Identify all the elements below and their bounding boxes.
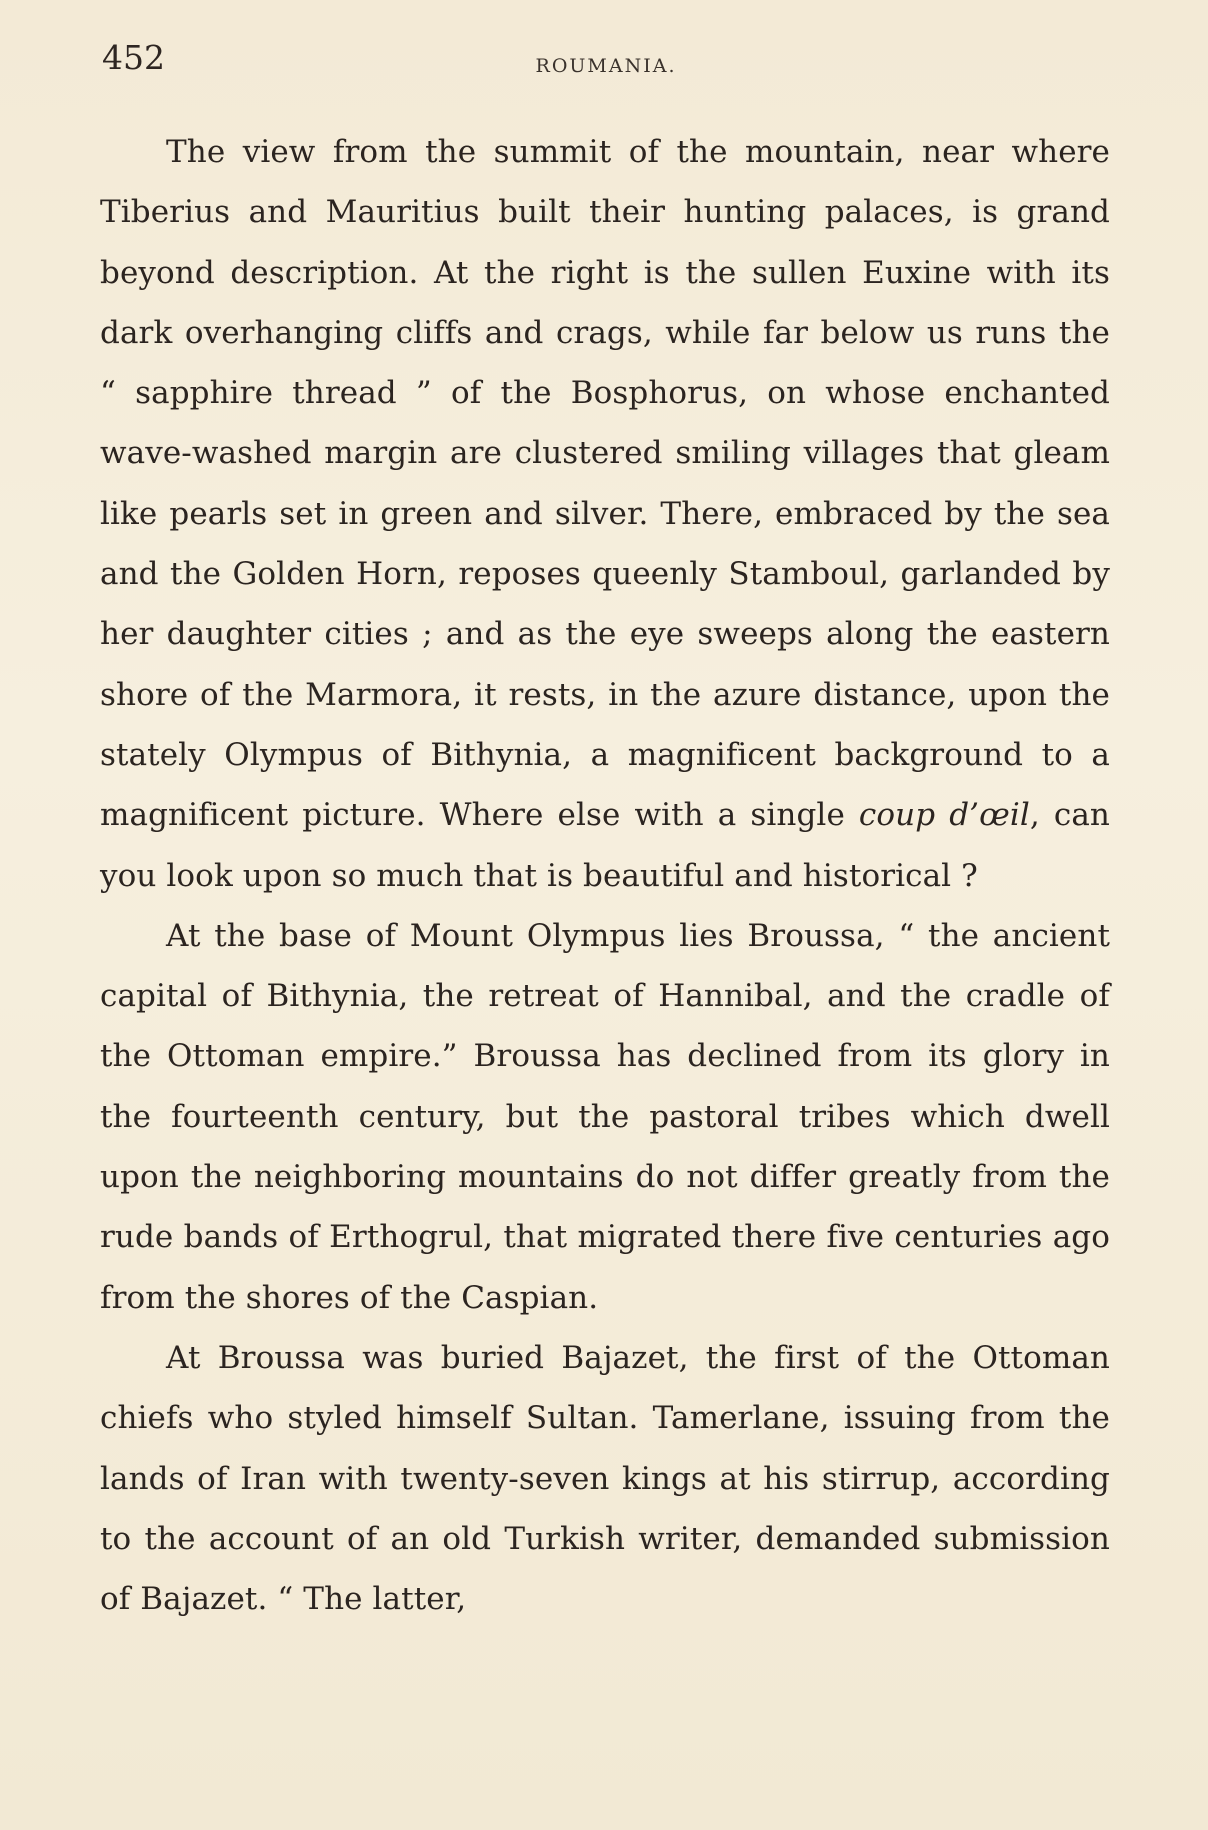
paragraph-1-text-start: The view from the summit of the mountain, near where Tiberius and Mauritius built their hunting palaces, is grand beyond description. At the right is the sullen Euxine with its dark overhanging cliffs and crags, while far below us runs the “ sapphire thread ” of the Bosphorus, on whose enchanted wave-washed margin are clustered smiling villages that gleam like pearls set in green and silver. There, embraced by the sea and the Golden Horn, reposes queenly Stamboul, garlanded by her daughter cities ; and as the eye sweeps along the eastern shore of the Marmora, it rests, in the azure distance, upon the stately Olympus of Bithynia, a magnificent background to a magnificent picture. Where else with a single: [100, 134, 1110, 834]
running-head: ROUMANIA.: [535, 55, 677, 77]
page-number: 452: [102, 38, 165, 77]
paragraph-3: At Broussa was buried Bajazet, the first of the Ottoman chiefs who styled himself Sultan. Tamerlane, issuing from the lands of Iran with twenty-seven kings at his stirrup, according to the account of an old Turkish writer, demanded submission of Bajazet. “ The latter,: [100, 1339, 1110, 1618]
italic-phrase: coup d’œil: [858, 797, 1030, 834]
body-text: [100, 122, 1110, 1629]
paragraph-2: At the base of Mount Olympus lies Broussa, “ the ancient capital of Bithynia, the retreat of Hannibal, and the cradle of the Ottoman empire.” Broussa has declined from its glory in the fourteenth century, but the pastoral tribes which dwell upon the neighboring mountains do not differ greatly from the rude bands of Erthogrul, that migrated there five centuries ago from the shores of the Caspian.: [100, 917, 1110, 1316]
paragraph-1-text-end: , can you look upon so much that is beautiful and historical ?: [100, 797, 1110, 894]
paragraph-1: [100, 122, 1110, 906]
page-header: [102, 36, 1110, 86]
